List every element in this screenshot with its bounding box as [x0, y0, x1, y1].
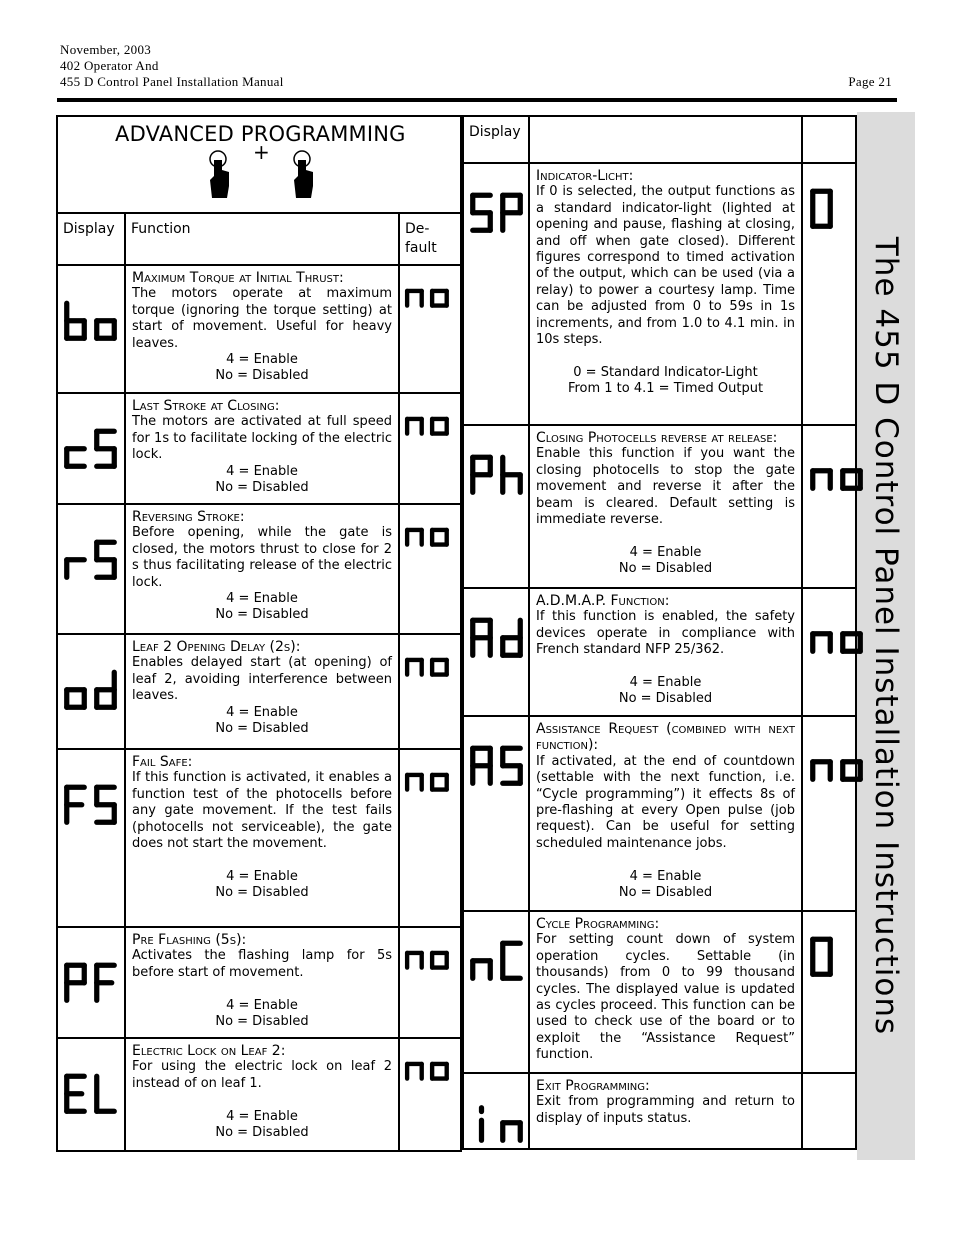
spacer: [132, 981, 392, 997]
display-code-bo: [63, 298, 123, 346]
spacer: [536, 852, 795, 868]
table-row: [57, 927, 461, 1038]
option-enable: 4 = Enable: [226, 868, 298, 884]
table-row: [57, 634, 461, 749]
col-header-display: Display: [463, 116, 529, 163]
table-row: [57, 749, 461, 927]
option-enable: 4 = Enable: [629, 868, 702, 884]
function-text: [530, 912, 801, 1064]
option-disable: No = Disabled: [618, 561, 713, 577]
function-name: Assistance Request (combined with next function):: [536, 721, 795, 754]
side-title: The 455 D Control Panel Installation Instructions: [868, 236, 904, 1036]
page-number: Page 21: [848, 74, 892, 89]
function-text: [126, 635, 398, 737]
function-description: For using the electric lock on leaf 2 instead of on leaf 1.: [132, 1059, 392, 1091]
display-code-cS: [63, 426, 123, 474]
display-cell: [57, 634, 125, 749]
function-cell: [125, 634, 399, 749]
function-cell: [529, 716, 802, 911]
col-header-default: [802, 116, 856, 163]
display-cell: [57, 504, 125, 634]
function-text: [530, 1074, 801, 1127]
default-cell: [802, 588, 856, 716]
display-cell: [57, 927, 125, 1038]
function-description: Activates the flashing lamp for 5s before start of movement.: [132, 948, 392, 980]
display-code-Ad: [469, 615, 529, 663]
function-text: [126, 394, 398, 496]
display-cell: [463, 425, 529, 588]
advanced-programming-table: [56, 115, 462, 1152]
function-description: If this function is activated, it enables a function test of the photocells before any gate movement. If the test fails (photocells not serviceable), the gate does not start the movement.: [132, 770, 392, 852]
default-value-no: [404, 641, 454, 681]
default-cell: [802, 911, 856, 1073]
function-name: Maximum Torque at Initial Thrust:: [132, 270, 344, 286]
function-cell: [125, 749, 399, 927]
spacer: [132, 1092, 392, 1108]
display-cell: [463, 163, 529, 425]
function-description: For setting count down of system operation cycles. Settable (in thousands) from 0 to 99 thousand cycles. The displayed value is updated as cycles proceed. This function can be used to check use of the board or to exploit the “Assistance Request” function.: [536, 932, 795, 1063]
function-text: [530, 589, 801, 708]
function-cell: [125, 504, 399, 634]
table-row: [57, 504, 461, 634]
default-cell: [802, 425, 856, 588]
plus-sign: +: [253, 140, 270, 164]
default-value-no: [404, 511, 454, 551]
col-header-display: Display: [57, 213, 125, 265]
default-value-0: [809, 934, 839, 982]
function-name: Leaf 2 Opening Delay (2s):: [132, 639, 301, 655]
table-row: [57, 1038, 461, 1151]
function-text: [126, 266, 398, 385]
function-description: The motors are activated at full speed for 1s to facilitate locking of the electric lock.: [132, 414, 392, 463]
function-name: Cycle Programming:: [536, 916, 660, 932]
default-cell: [399, 749, 461, 927]
option-enable: 4 = Enable: [226, 1108, 298, 1124]
option-disable: No = Disabled: [215, 721, 309, 737]
function-cell: [125, 265, 399, 393]
function-cell: [529, 1073, 802, 1149]
header-rule: [57, 98, 897, 102]
function-text: [126, 505, 398, 624]
col-header-default: De- fault: [399, 213, 461, 265]
table-row: [463, 163, 856, 425]
function-cell: [125, 393, 399, 504]
function-text: [126, 750, 398, 902]
option-disable: No = Disabled: [215, 1125, 309, 1141]
function-name: Last Stroke at Closing:: [132, 398, 280, 414]
function-description: If 0 is selected, the output functions as a standard indicator-light (lighted at opening and pause, flashing at closing, and off when gate closed). Different figures correspond to timed activation of the output, which can be used (via a relay) to power a courtesy lamp. Time can be adjusted from 0 to 59s in 1s increments, and from 1.0 to 4.1 min. in 10s steps.: [536, 184, 795, 348]
function-description: The motors operate at maximum torque (ignoring the torque setting) at start of movement. Useful for heavy leaves.: [132, 286, 392, 351]
function-cell: [529, 425, 802, 588]
programming-table-continued: [462, 115, 857, 1150]
function-description: If this function is enabled, the safety devices operate in compliance with French standard NFP 25/362.: [536, 609, 795, 658]
function-text: [126, 928, 398, 1030]
table-title-cell: [57, 116, 461, 213]
default-cell: [399, 927, 461, 1038]
function-name: Reversing Stroke:: [132, 509, 245, 525]
function-name: A.D.M.A.P. Function:: [536, 593, 670, 609]
display-code-PF: [63, 960, 123, 1008]
display-code-Ph: [469, 452, 529, 500]
option-disable: No = Disabled: [215, 885, 309, 901]
spacer: [536, 348, 795, 364]
two-buttons-illustration: [58, 140, 460, 206]
function-name: Fail Safe:: [132, 754, 193, 770]
display-code-AS: [469, 743, 529, 791]
option-disable: No = Disabled: [618, 691, 713, 707]
display-cell: [463, 1073, 529, 1149]
function-name: Electric Lock on Leaf 2:: [132, 1043, 286, 1059]
display-cell: [463, 588, 529, 716]
display-code-od: [63, 667, 123, 715]
default-cell: [802, 716, 856, 911]
function-name: Indicator-Licht:: [536, 168, 634, 184]
header-line3: 455 D Control Panel Installation Manual: [60, 74, 284, 89]
table-title: ADVANCED PROGRAMMING: [115, 122, 406, 146]
default-value-0: [809, 186, 839, 234]
function-text: [530, 164, 801, 398]
spacer: [536, 528, 795, 544]
col-header-function: Function: [125, 213, 399, 265]
spacer: [536, 659, 795, 675]
option-enable: 4 = Enable: [226, 352, 298, 368]
function-cell: [529, 911, 802, 1073]
function-text: [126, 1039, 398, 1141]
display-code-in: [469, 1100, 529, 1148]
option-disable: No = Disabled: [618, 885, 713, 901]
option-enable: 4 = Enable: [226, 704, 298, 720]
default-value-no: [809, 448, 869, 496]
option-disable: No = Disabled: [215, 368, 309, 384]
default-cell: [399, 1038, 461, 1151]
display-code-rS: [63, 537, 123, 585]
default-cell: [802, 1073, 856, 1149]
function-text: [530, 717, 801, 901]
option-disable: No = Disabled: [215, 1014, 309, 1030]
function-name: Exit Programming:: [536, 1078, 650, 1094]
function-description: Enable this function if you want the closing photocells to stop the gate movement and reverse it after the beam is cleared. Default setting is immediate reverse.: [536, 446, 795, 528]
default-value-no: [404, 272, 454, 312]
default-value-no: [809, 739, 869, 787]
option-enable: 4 = Enable: [629, 544, 702, 560]
function-cell: [125, 927, 399, 1038]
display-cell: [57, 265, 125, 393]
function-cell: [529, 163, 802, 425]
default-value-no: [404, 934, 454, 974]
function-cell: [125, 1038, 399, 1151]
default-value-no: [404, 1045, 454, 1085]
table-row: [463, 911, 856, 1073]
spacer: [132, 852, 392, 868]
display-code-SP: [469, 190, 529, 238]
hand-press-icon: [287, 150, 327, 202]
table-row: [463, 425, 856, 588]
function-cell: [529, 588, 802, 716]
option-enable: 4 = Enable: [226, 463, 298, 479]
default-cell: [399, 393, 461, 504]
default-cell: [399, 634, 461, 749]
table-row: [463, 1073, 856, 1149]
function-description: If activated, at the end of countdown (settable with the next function, i.e. “Cycle programming”) it effects 8s of pre-flashing at every Open pulse (job request). Can be useful for setting scheduled maintenance jobs.: [536, 753, 795, 851]
function-description: Enables delayed start (at opening) of leaf 2, avoiding interference between leaves.: [132, 655, 392, 704]
function-text: [530, 426, 801, 578]
display-cell: [57, 1038, 125, 1151]
option-enable: 4 = Enable: [629, 675, 702, 691]
display-cell: [57, 749, 125, 927]
table-row: [463, 588, 856, 716]
option-enable: 4 = Enable: [226, 997, 298, 1013]
default-cell: [399, 504, 461, 634]
default-value-no: [404, 400, 454, 440]
default-cell: [399, 265, 461, 393]
option-enable: 4 = Enable: [226, 591, 298, 607]
display-cell: [463, 911, 529, 1073]
display-code-nC: [469, 938, 529, 986]
header-line2: 402 Operator And: [60, 58, 159, 73]
function-name: Pre Flashing (5s):: [132, 932, 247, 948]
document-header: [60, 42, 284, 90]
display-code-EL: [63, 1071, 123, 1119]
option-disable: No = Disabled: [215, 607, 309, 623]
option-disable: From 1 to 4.1 = Timed Output: [567, 381, 764, 397]
default-cell: [802, 163, 856, 425]
table-row: [57, 265, 461, 393]
display-code-FS: [63, 782, 123, 830]
function-description: Before opening, while the gate is closed, the motors thrust to close for 2 s thus facilitating release of the electric lock.: [132, 525, 392, 590]
default-value-no: [809, 611, 869, 659]
table-row: [57, 393, 461, 504]
function-description: Exit from programming and return to display of inputs status.: [536, 1094, 795, 1126]
function-name: Closing Photocells reverse at release:: [536, 430, 778, 446]
col-header-function: [529, 116, 802, 163]
hand-press-icon: [203, 150, 243, 202]
display-cell: [463, 716, 529, 911]
header-date: November, 2003: [60, 42, 152, 57]
default-value-no: [404, 756, 454, 796]
display-cell: [57, 393, 125, 504]
option-disable: No = Disabled: [215, 480, 309, 496]
option-enable: 0 = Standard Indicator-Light: [573, 364, 758, 380]
table-row: [463, 716, 856, 911]
